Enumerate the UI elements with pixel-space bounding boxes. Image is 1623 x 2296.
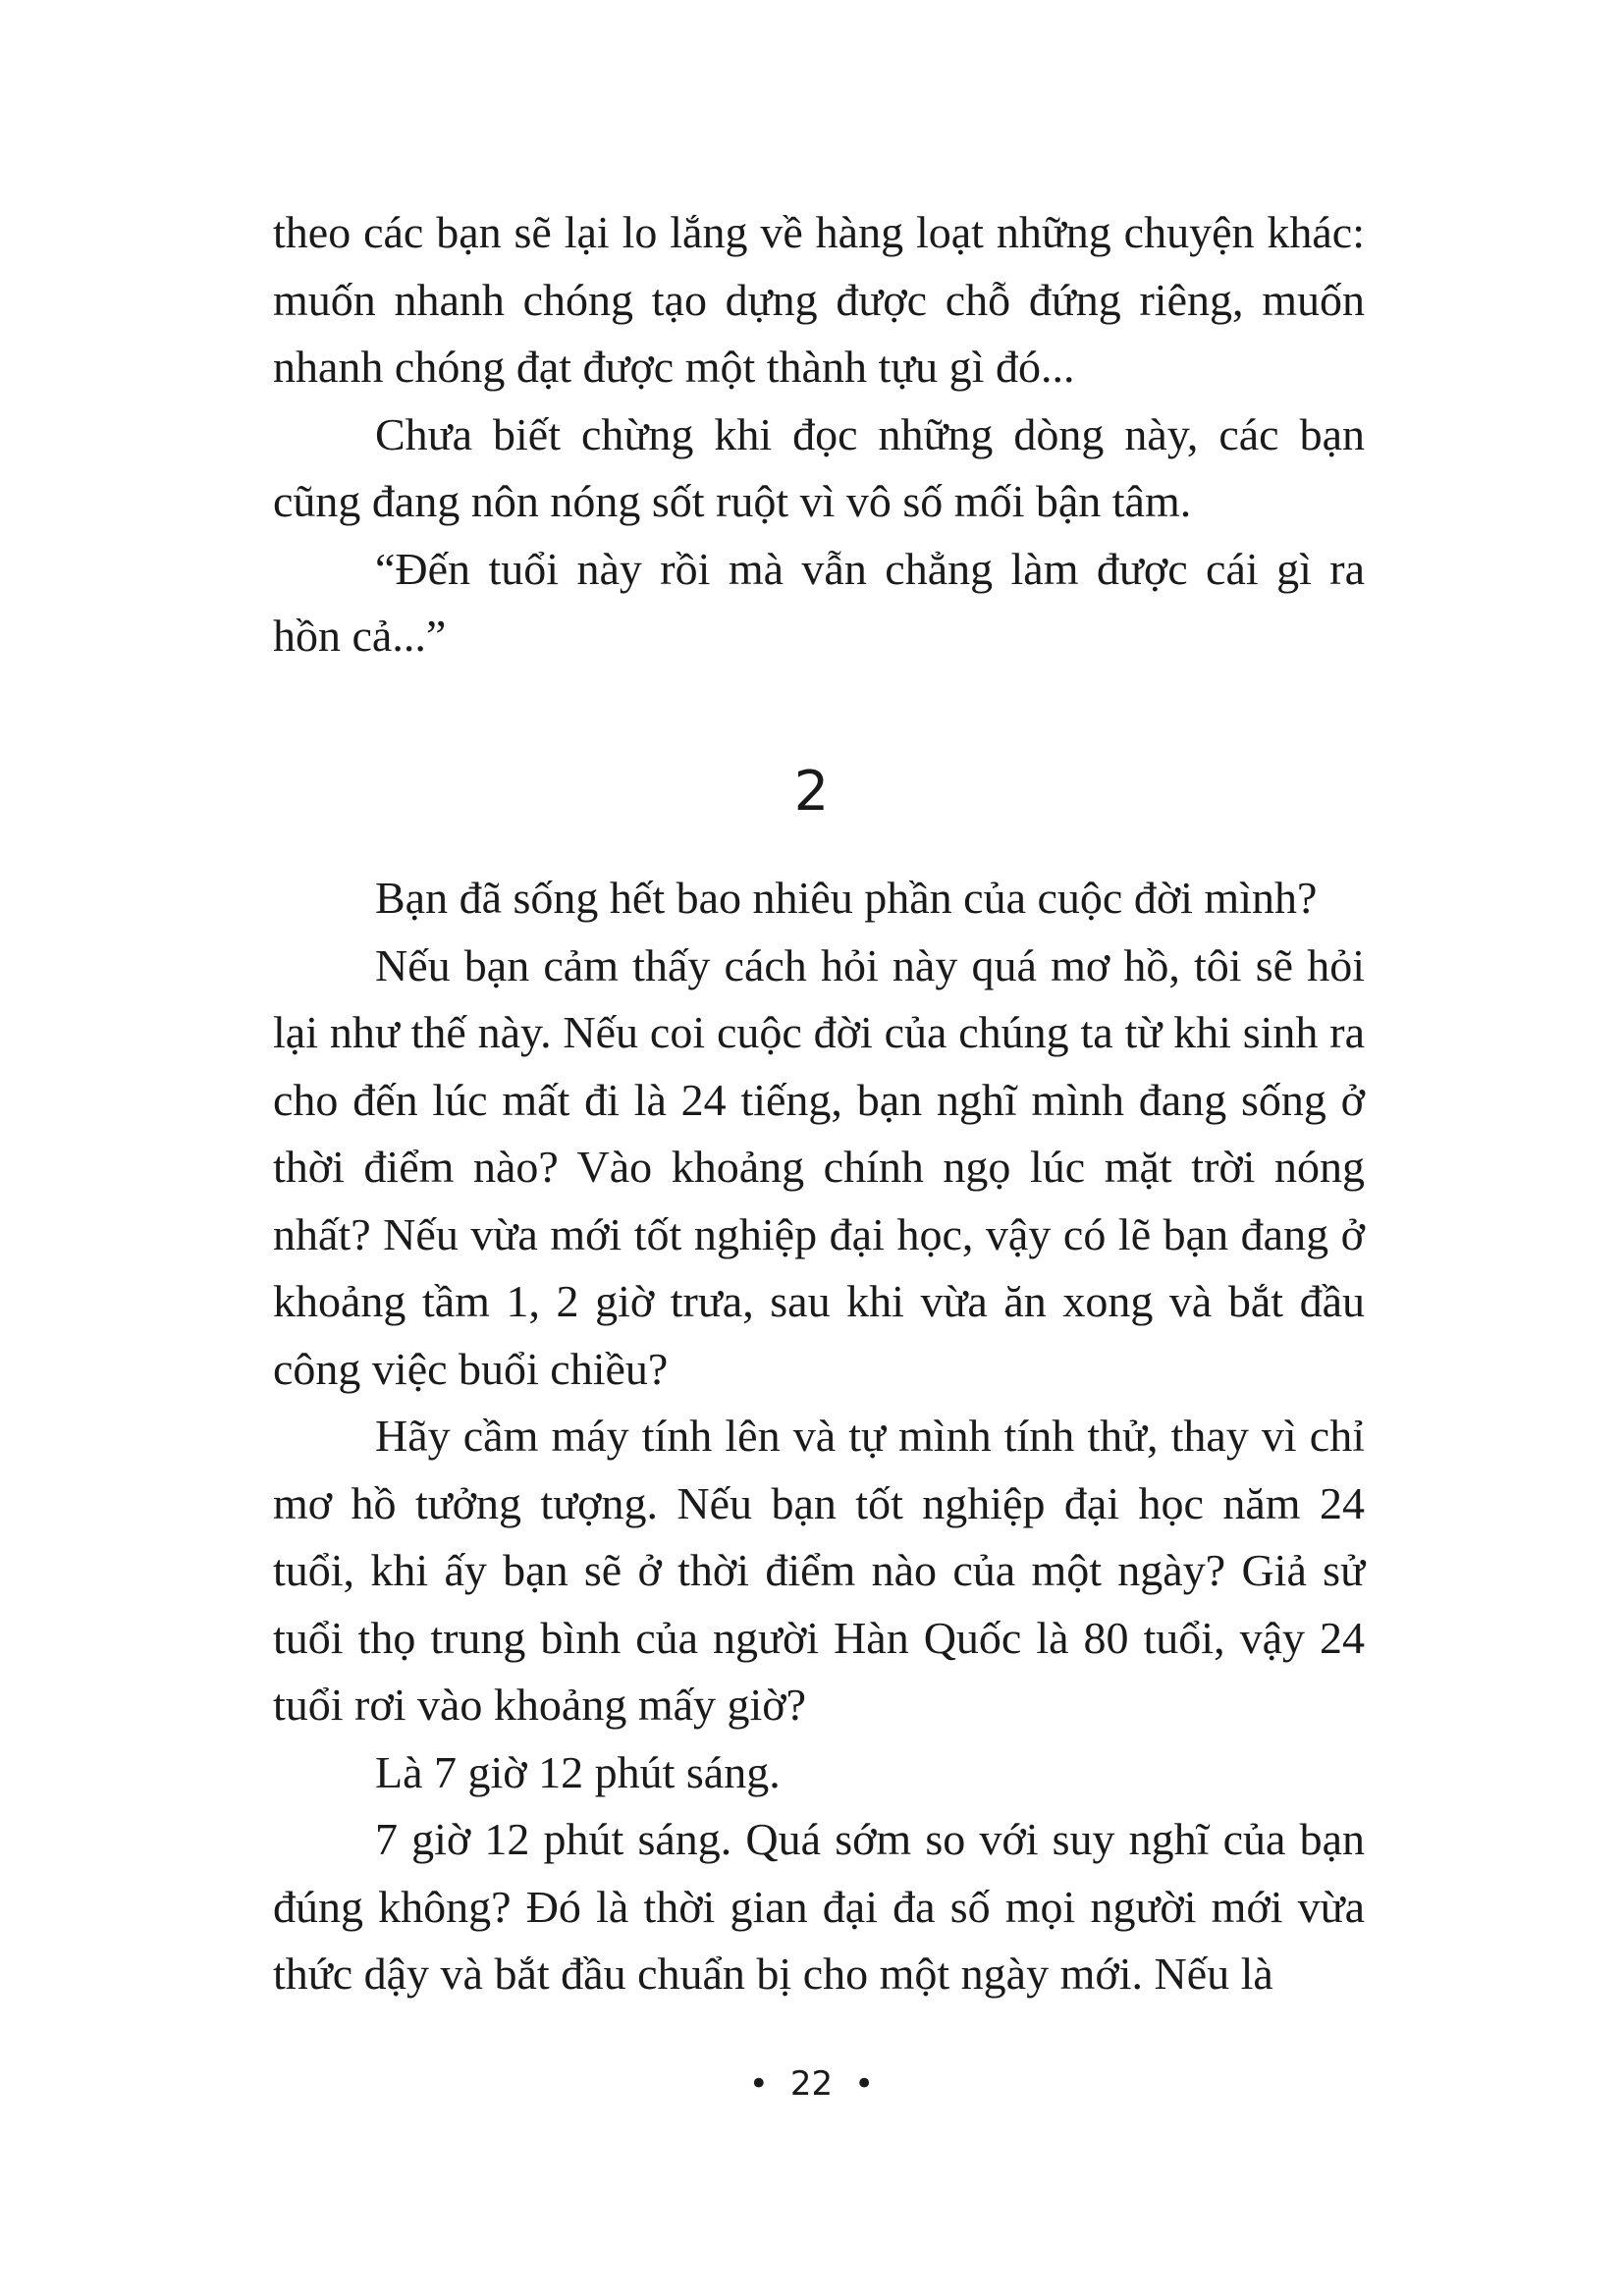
paragraph: 7 giờ 12 phút sáng. Quá sớm so với suy nghĩ của bạn đúng không? Đó là thời gian đại đa số mọi người mới vừa thức dậy và bắt đầu chuẩn bị cho một ngày mới. Nếu là xyxy=(273,1814,1365,1999)
paragraph-quote: “Đến tuổi này rồi mà vẫn chẳng làm được cái gì ra hồn cả...” xyxy=(273,543,1365,661)
paragraph: Bạn đã sống hết bao nhiêu phần của cuộc đời mình? xyxy=(375,873,1318,923)
page-footer xyxy=(0,2059,1623,2109)
main-text-block xyxy=(273,865,1365,2008)
section-number: 2 xyxy=(793,760,830,824)
bullet-right: • xyxy=(854,2064,875,2104)
paragraph: Nếu bạn cảm thấy cách hỏi này quá mơ hồ, tôi sẽ hỏi lại như thế này. Nếu coi cuộc đời của chúng ta từ khi sinh ra cho đến lúc mất đi là 24 tiếng, bạn nghĩ mình đang sống ở thời điểm nào? Vào khoảng chính ngọ lúc mặt trời nóng nhất? Nếu vừa mới tốt nghiệp đại học, vậy có lẽ bạn đang ở khoảng tầm 1, 2 giờ trưa, sau khi vừa ăn xong và bắt đầu công việc buổi chiều? xyxy=(273,939,1365,1394)
paragraph: Hãy cầm máy tính lên và tự mình tính thử, thay vì chỉ mơ hồ tưởng tượng. Nếu bạn tốt nghiệp đại học năm 24 tuổi, khi ấy bạn sẽ ở thời điểm nào của một ngày? Giả sử tuổi thọ trung bình của người Hàn Quốc là 80 tuổi, vậy 24 tuổi rơi vào khoảng mấy giờ? xyxy=(273,1411,1365,1730)
paragraph: Chưa biết chừng khi đọc những dòng này, các bạn cũng đang nôn nóng sốt ruột vì vô số mối bận tâm. xyxy=(273,408,1365,526)
bullet-left: • xyxy=(748,2064,769,2104)
paragraph: Là 7 giờ 12 phút sáng. xyxy=(375,1746,781,1797)
top-text-block xyxy=(273,199,1365,670)
paragraph-continuation: theo các bạn sẽ lại lo lắng về hàng loạt những chuyện khác: muốn nhanh chóng tạo dựng được chỗ đứng riêng, muốn nhanh chóng đạt được một thành tựu gì đó... xyxy=(273,207,1365,392)
page-number: 22 xyxy=(789,2064,834,2104)
